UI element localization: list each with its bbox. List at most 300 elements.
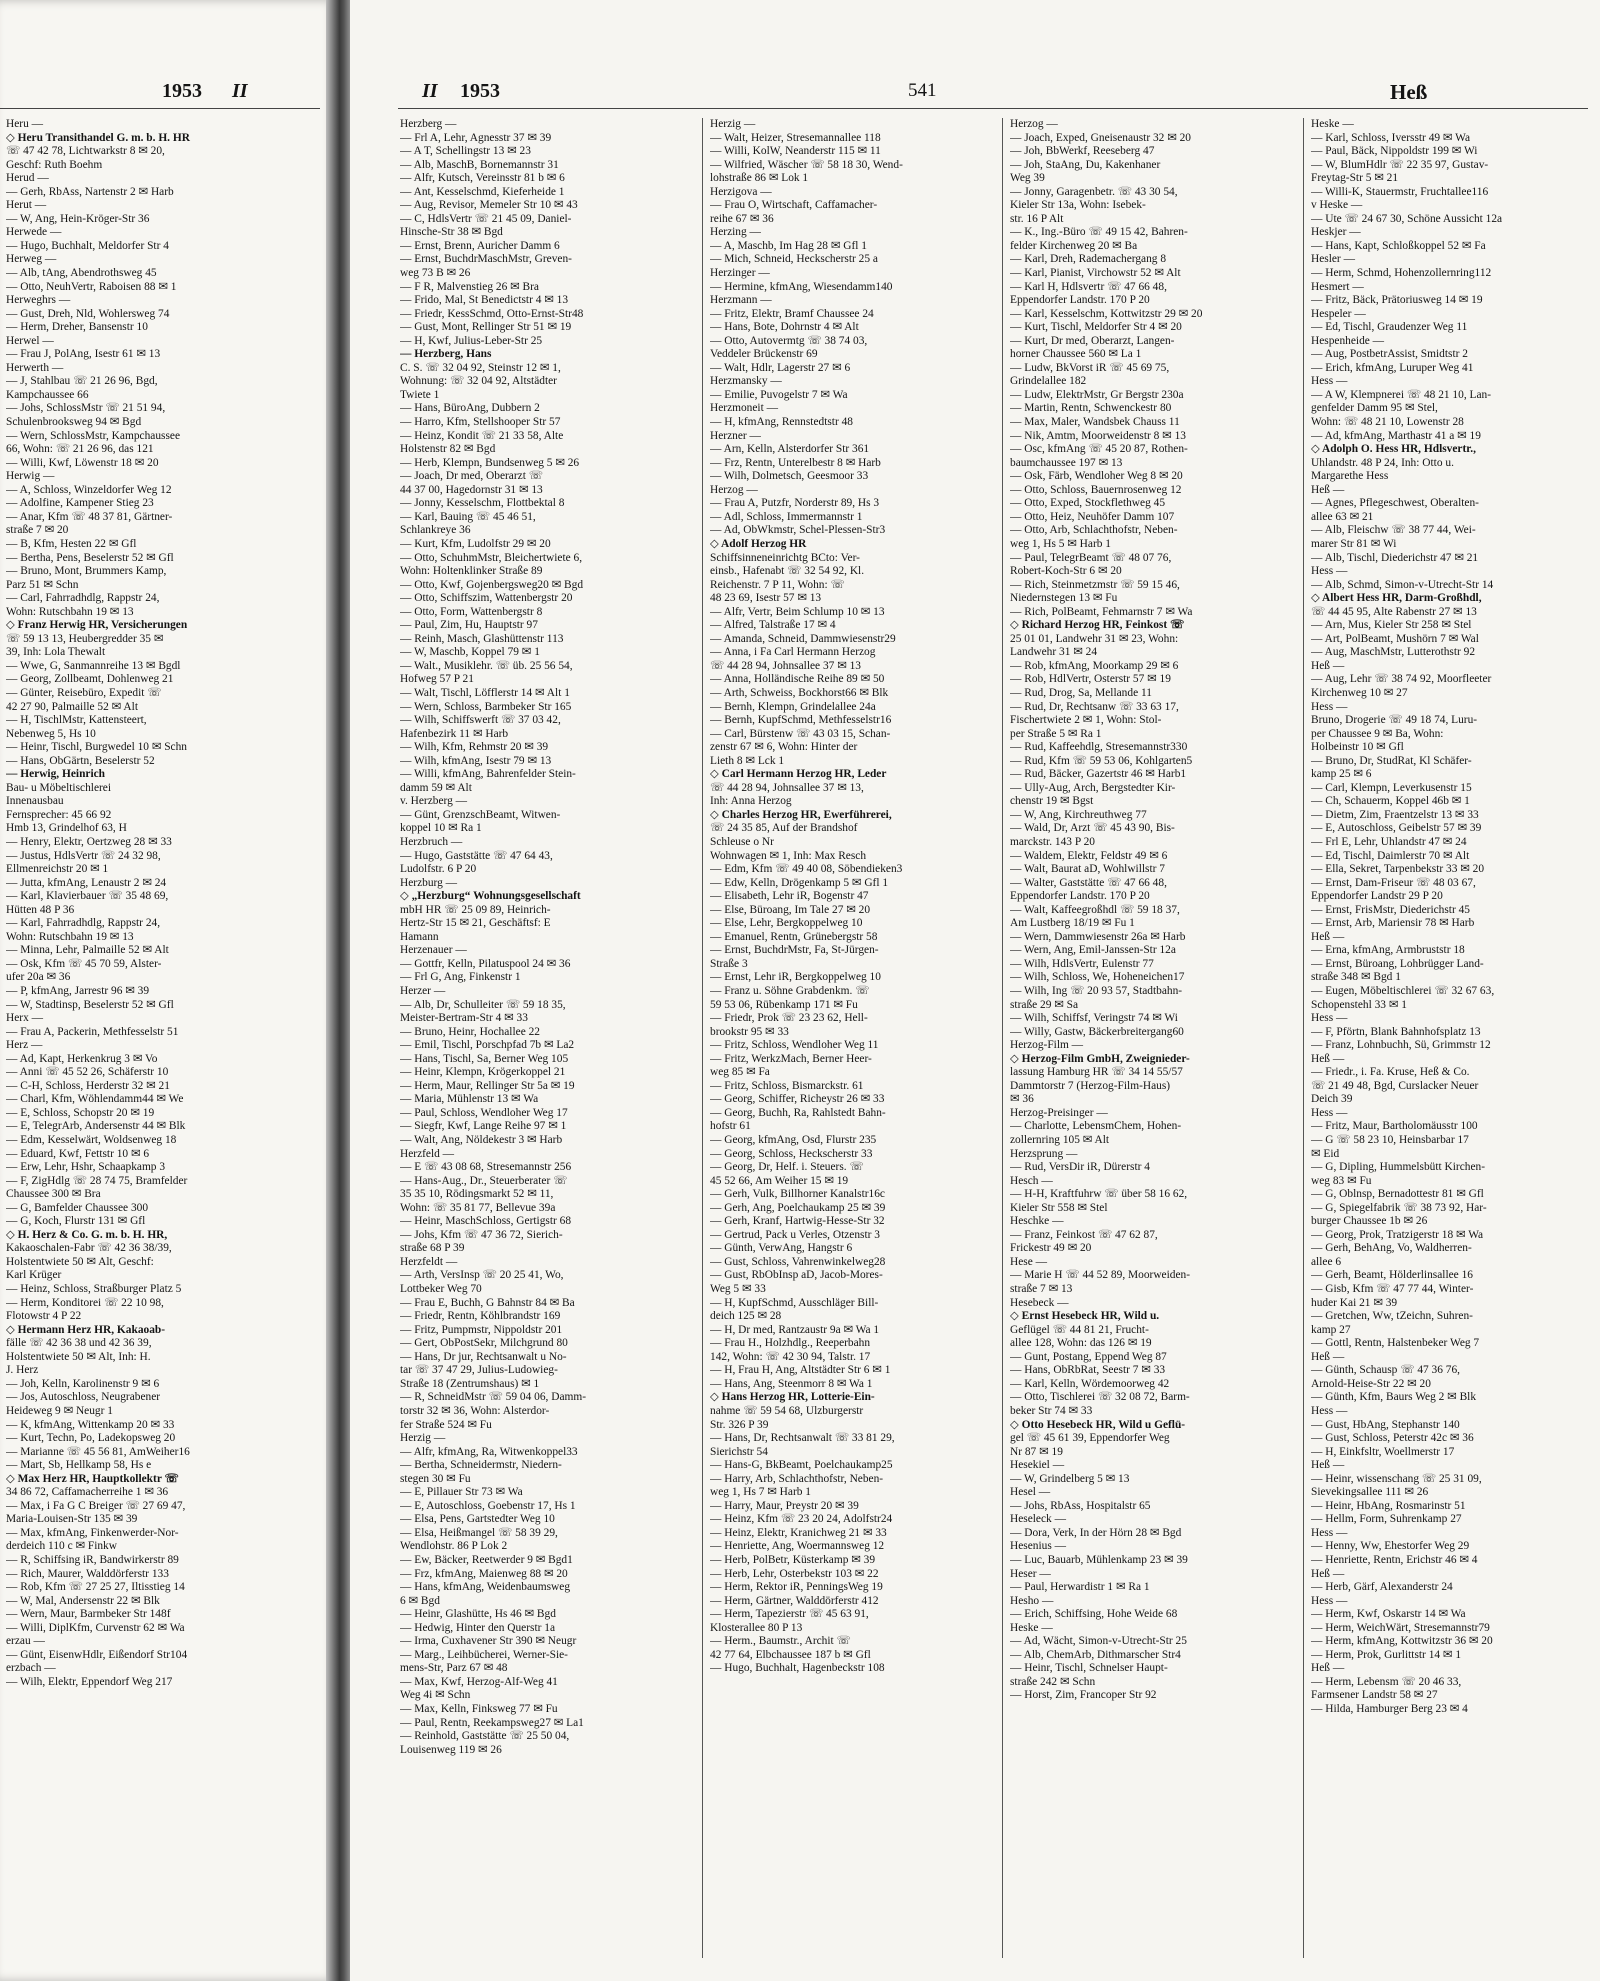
right-column-3 <box>1010 118 1298 1703</box>
directory-line: Wohn: ☏ 48 21 10, Lowenstr 28 <box>1311 416 1464 429</box>
directory-line: — Karl, Kesselschm, Kottwitzstr 29 ✉ 20 <box>1010 307 1203 320</box>
directory-line: Wohnwagen ✉ 1, Inh: Max Resch <box>710 849 867 862</box>
directory-line: — Hans, Bote, Dohrnstr 4 ✉ Alt <box>710 321 859 334</box>
directory-line: — Elsa, Pens, Gartstedter Weg 10 <box>400 1513 555 1526</box>
directory-line: Eppendorfer Landstr. 170 P 20 <box>1010 294 1150 307</box>
directory-line: — Frz, kfmAng, Maienweg 88 ✉ 20 <box>400 1567 568 1580</box>
directory-line: — Günth, Schausp ☏ 47 36 76, <box>1311 1364 1461 1377</box>
directory-line: v Heske — <box>1311 199 1363 212</box>
directory-line: Hesebeck — <box>1010 1296 1069 1309</box>
directory-line: — Emil, Tischl, Porschpfad 7b ✉ La2 <box>400 1039 575 1052</box>
directory-line: Frickestr 49 ✉ 20 <box>1010 1242 1092 1255</box>
directory-line: — Paul, TelegrBeamt ☏ 48 07 76, <box>1010 551 1172 564</box>
directory-line: — Gust, Schloss, Peterstr 42c ✉ 36 <box>1311 1432 1474 1445</box>
directory-line: Maria-Louisen-Str 135 ✉ 39 <box>6 1513 138 1526</box>
directory-line: — Wern, Maur, Barmbeker Str 148f <box>6 1608 171 1621</box>
right-page-year: 1953 <box>460 80 500 102</box>
directory-line: — Gerh, Vulk, Billhorner Kanalstr16c <box>710 1188 885 1201</box>
directory-line: Heseleck — <box>1010 1513 1066 1526</box>
directory-line: Parz 51 ✉ Schn <box>6 578 79 591</box>
directory-line: — Wilfried, Wäscher ☏ 58 18 30, Wend- <box>710 158 903 171</box>
directory-line: — Emanuel, Rentn, Grünebergstr 58 <box>710 930 878 943</box>
directory-line: damm 59 ✉ Alt <box>400 781 472 794</box>
directory-line: — Wilh, kfmAng, Isestr 79 ✉ 13 <box>400 754 552 767</box>
directory-line: Weg 4i ✉ Schn <box>400 1689 471 1702</box>
directory-line: — A, Maschb, Im Hag 28 ✉ Gfl 1 <box>710 239 867 252</box>
directory-line: — Johs, Kfm ☏ 47 36 72, Sierich- <box>400 1228 563 1241</box>
directory-line: 34 86 72, Caffamacherreihe 1 ✉ 36 <box>6 1486 169 1499</box>
directory-line: Hess — <box>1311 1404 1348 1417</box>
directory-line: — Edw, Kelln, Drögenkamp 5 ✉ Gfl 1 <box>710 876 889 889</box>
directory-line: Schulenbrooksweg 94 ✉ Bgd <box>6 416 142 429</box>
directory-line: — Hans, Dr jur, Rechtsanwalt u No- <box>400 1350 567 1363</box>
directory-line: — G, Koch, Flurstr 131 ✉ Gfl <box>6 1215 146 1228</box>
directory-line: — Ant, Kesselschmd, Kieferheide 1 <box>400 185 565 198</box>
directory-line: Flotowstr 4 P 22 <box>6 1310 82 1323</box>
directory-line: Schlankreye 36 <box>400 524 471 537</box>
directory-line: — Erich, Schiffsing, Hohe Weide 68 <box>1010 1608 1178 1621</box>
directory-line: Karl Krüger <box>6 1269 62 1282</box>
directory-line: — Alb, Fleischw ☏ 38 77 44, Wei- <box>1311 524 1476 537</box>
directory-line: — C-H, Schloss, Herderstr 32 ✉ 21 <box>6 1079 170 1092</box>
directory-line: — Ernst, BuchdrMaschMstr, Greven- <box>400 253 572 266</box>
directory-line: — Ad, Wächt, Simon-v-Utrecht-Str 25 <box>1010 1635 1187 1648</box>
directory-line: — Günt, EisenwHdlr, Eißendorf Str104 <box>6 1648 188 1661</box>
directory-line: Holstentwiete 50 ✉ Alt, Geschf: <box>6 1255 154 1268</box>
directory-line: — Ludw, ElektrMstr, Gr Bergstr 230a <box>1010 388 1184 401</box>
directory-line: mbH HR ☏ 25 09 89, Heinrich- <box>400 903 551 916</box>
directory-line: — Herm, Prok, Gurlittstr 14 ✉ 1 <box>1311 1648 1462 1661</box>
directory-line: Herzfeld — <box>400 1147 455 1160</box>
directory-line: — Johs, SchlossMstr ☏ 21 51 94, <box>6 402 166 415</box>
directory-line: ◇ Hans Herzog HR, Lotterie-Ein- <box>710 1391 875 1404</box>
directory-line: allee 128, Wohn: das 126 ✉ 19 <box>1010 1337 1152 1350</box>
directory-line: — Ernst, FrisMstr, Diederichstr 45 <box>1311 903 1470 916</box>
directory-line: Bau- u Möbeltischlerei <box>6 781 112 794</box>
directory-line: — Franz u. Söhne Grabdenkm. ☏ <box>710 985 870 997</box>
directory-line: Louisenweg 119 ✉ 26 <box>400 1743 502 1756</box>
directory-line: — Georg, Prok, Tratzigerstr 18 ✉ Wa <box>1311 1228 1484 1241</box>
directory-line: Herweghrs — <box>6 294 71 307</box>
directory-line: Heske — <box>1010 1621 1053 1634</box>
directory-line: ✉ Eid <box>1311 1147 1340 1160</box>
directory-line: — Fritz, Elektr, Bramf Chaussee 24 <box>710 307 874 320</box>
directory-line: — Frau H., Holzhdlg., Reeperbahn <box>710 1337 871 1350</box>
directory-line: — Harro, Kfm, Stellshooper Str 57 <box>400 416 561 429</box>
directory-line: — Gretchen, Ww, tZeichn, Suhren- <box>1311 1310 1473 1323</box>
directory-line: — Franz, Lohnbuchh, Sü, Grimmstr 12 <box>1311 1039 1491 1052</box>
directory-line: — Johs, RbAss, Hospitalstr 65 <box>1010 1499 1151 1512</box>
directory-line: — Erw, Lehr, Hshr, Schaapkamp 3 <box>6 1161 166 1174</box>
directory-line: Herzer — <box>400 985 446 997</box>
directory-line: Herwig — <box>6 470 55 483</box>
directory-line: — Georg, kfmAng, Osd, Flurstr 235 <box>710 1134 877 1147</box>
directory-line: ☏ 47 42 78, Lichtwarkstr 8 ✉ 20, <box>6 145 165 158</box>
directory-line: ◇ Charles Herzog HR, Ewerführerei, <box>710 808 892 821</box>
directory-line: — Frl A, Lehr, Agnesstr 37 ✉ 39 <box>400 131 552 144</box>
directory-line: Hertz-Str 15 ✉ 21, Geschäftsf: E <box>400 917 551 930</box>
directory-line: horner Chaussee 560 ✉ La 1 <box>1010 348 1142 361</box>
directory-line: ◇ Max Herz HR, Hauptkollektr ☏ <box>6 1472 179 1485</box>
directory-line: Reichenstr. 7 P 11, Wohn: ☏ <box>710 578 845 591</box>
directory-line: — Heinz, Kondit ☏ 21 33 58, Alte <box>400 429 564 442</box>
directory-line: Herut — <box>6 199 47 212</box>
directory-line: Herzmoneit — <box>710 402 779 415</box>
directory-line: mens-Str, Parz 67 ✉ 48 <box>400 1662 508 1675</box>
directory-line: — B, Kfm, Hesten 22 ✉ Gfl <box>6 537 137 550</box>
directory-line: Heser — <box>1010 1567 1051 1580</box>
directory-line: str. 16 P Alt <box>1010 212 1064 225</box>
directory-line: — Wern, Schloss, Barmbeker Str 165 <box>400 700 572 713</box>
directory-line: Heß — <box>1311 930 1345 943</box>
right-page <box>350 0 1600 1981</box>
right-column-4 <box>1311 118 1593 1717</box>
directory-line: — Hilda, Hamburger Berg 23 ✉ 4 <box>1311 1702 1468 1715</box>
directory-line: 48 23 69, Isestr 57 ✉ 13 <box>710 592 822 605</box>
directory-line: — Aug, MaschMstr, Lutterothstr 92 <box>1311 646 1476 659</box>
directory-line: — Paul, Herwardistr 1 ✉ Ra 1 <box>1010 1581 1150 1594</box>
directory-line: brookstr 95 ✉ 33 <box>710 1025 789 1038</box>
directory-line: — Otto, Exped, Stockflethweg 45 <box>1010 497 1166 510</box>
directory-line: Herzfeldt — <box>400 1255 458 1268</box>
directory-line: — K, kfmAng, Wittenkamp 20 ✉ 33 <box>6 1418 175 1431</box>
directory-line: Fernsprecher: 45 66 92 <box>6 808 112 821</box>
directory-line: — Henry, Elektr, Oertzweg 28 ✉ 33 <box>6 835 172 848</box>
directory-line: Eppendorfer Landstr 29 P 20 <box>1311 890 1443 903</box>
directory-line: v. Herzberg — <box>400 795 468 808</box>
directory-line: — Willi, KolW, Neanderstr 115 ✉ 11 <box>710 145 881 158</box>
directory-line: — Wwe, G, Sanmannreihe 13 ✉ Bgdl <box>6 659 181 672</box>
directory-line: — Gust, Mont, Rellinger Str 51 ✉ 19 <box>400 321 572 334</box>
directory-line: — E, Pillauer Str 73 ✉ Wa <box>400 1486 523 1499</box>
directory-line: per Straße 5 ✉ Ra 1 <box>1010 727 1102 740</box>
directory-line: — A T, Schellingstr 13 ✉ 23 <box>400 145 531 158</box>
directory-line: Herzbruch — <box>400 835 463 848</box>
directory-line: — Heinz, Elektr, Kranichweg 21 ✉ 33 <box>710 1526 887 1539</box>
directory-line: — Bruno, Mont, Brummers Kamp, <box>6 565 167 578</box>
directory-line: deich 125 ✉ 28 <box>710 1310 782 1323</box>
directory-line: 66, Wohn: ☏ 21 26 96, das 121 <box>6 443 154 456</box>
directory-line: — E, TelegrArb, Andersenstr 44 ✉ Blk <box>6 1120 186 1133</box>
directory-line: — Ernst, Lehr iR, Bergkoppelweg 10 <box>710 971 881 984</box>
directory-line: — Willy, Gastw, Bäckerbreitergang60 <box>1010 1025 1184 1038</box>
directory-line: — J, Stahlbau ☏ 21 26 96, Bgd, <box>6 375 158 388</box>
directory-line: Herzberg — <box>400 118 457 130</box>
directory-line: straße 242 ✉ Schn <box>1010 1675 1096 1688</box>
directory-line: Heß — <box>1311 483 1345 496</box>
directory-line: Nebenweg 5, Hs 10 <box>6 727 96 740</box>
directory-line: — Irma, Cuxhavener Str 390 ✉ Neugr <box>400 1635 577 1648</box>
directory-line: — Karl, Kelln, Wördemoorweg 42 <box>1010 1377 1170 1390</box>
directory-line: — Alb, Dr, Schulleiter ☏ 59 18 35, <box>400 998 566 1011</box>
directory-line: 35 35 10, Rödingsmarkt 52 ✉ 11, <box>400 1188 554 1201</box>
directory-line: — Friedr., i. Fa. Kruse, Heß & Co. <box>1311 1066 1470 1079</box>
directory-line: — Henriette, Ang, Woermannsweg 12 <box>710 1540 885 1553</box>
directory-line: — Joh, StaAng, Du, Kakenhaner <box>1010 158 1161 171</box>
directory-line: Grindelallee 182 <box>1010 375 1087 388</box>
directory-line: 45 52 66, Am Weiher 15 ✉ 19 <box>710 1174 849 1187</box>
directory-line: — Joach, Exped, Gneisenaustr 32 ✉ 20 <box>1010 131 1191 144</box>
directory-line: — Otto, Form, Wattenbergstr 8 <box>400 605 543 618</box>
directory-line: — Mart, Sb, Hellkamp 58, Hs e <box>6 1459 152 1472</box>
directory-line: — Herzberg, Hans <box>400 348 492 361</box>
directory-line: — Rob, kfmAng, Moorkamp 29 ✉ 6 <box>1010 659 1179 672</box>
directory-line: — Walt, Kaffeegroßhdl ☏ 59 18 37, <box>1010 903 1180 916</box>
directory-line: Schleuse o Nr <box>710 835 774 848</box>
directory-line: Holbeinstr 10 ✉ Gfl <box>1311 741 1404 754</box>
directory-line: Hese — <box>1010 1255 1048 1268</box>
directory-line: allee 63 ✉ 21 <box>1311 510 1374 523</box>
directory-line: — Rud, Kaffeehdlg, Stresemannstr330 <box>1010 741 1188 754</box>
directory-line: — Friedr, Rentn, Köhlbrandstr 169 <box>400 1310 561 1323</box>
directory-line: — Otto, Arb, Schlachthofstr, Neben- <box>1010 524 1178 537</box>
directory-line: — Else, Lehr, Bergkoppelweg 10 <box>710 917 863 930</box>
directory-line: Bruno, Drogerie ☏ 49 18 74, Luru- <box>1311 714 1478 727</box>
directory-line: Heß — <box>1311 1459 1345 1472</box>
directory-line: Niedernstegen 13 ✉ Fu <box>1010 592 1118 605</box>
directory-line: Herz — <box>6 1039 43 1052</box>
directory-line: — Hans, Tischl, Sa, Berner Weg 105 <box>400 1052 569 1065</box>
directory-line: — Ernst, Büroang, Lohbrügger Land- <box>1311 957 1484 970</box>
directory-line: — Gottfr, Kelln, Pilatuspool 24 ✉ 36 <box>400 957 571 970</box>
directory-line: — Alb, ChemArb, Dithmarscher Str4 <box>1010 1648 1181 1661</box>
directory-line: torstr 32 ✉ 36, Wohn: Alsterdor- <box>400 1404 550 1417</box>
directory-line: — Georg, Dr, Helf. i. Steuers. ☏ <box>710 1161 864 1174</box>
directory-line: ☏ 59 13 13, Heubergredder 35 ✉ <box>6 632 164 645</box>
directory-line: Wohn: ☏ 35 81 77, Bellevue 39a <box>400 1201 556 1214</box>
directory-line: ☏ 44 28 94, Johnsallee 37 ✉ 13 <box>710 659 861 672</box>
directory-line: — Carl, Bürstenw ☏ 43 03 15, Schan- <box>710 727 891 740</box>
directory-line: Ludolfstr. 6 P 20 <box>400 863 477 876</box>
directory-line: — Hedwig, Hinter den Querstr 1a <box>400 1621 555 1634</box>
directory-line: — Marie H ☏ 44 52 89, Moorweiden- <box>1010 1269 1191 1282</box>
directory-line: Wohnung: ☏ 32 04 92, Altstädter <box>400 375 557 388</box>
directory-line: — Anar, Kfm ☏ 48 37 81, Gärtner- <box>6 510 173 523</box>
directory-line: Kampchaussee 66 <box>6 388 89 401</box>
directory-line: gel ☏ 45 61 39, Eppendorfer Weg <box>1010 1432 1170 1445</box>
directory-line: Heß — <box>1311 1350 1345 1363</box>
directory-line: baumchaussee 197 ✉ 13 <box>1010 456 1123 469</box>
directory-line: — Otto, NeuhVertr, Raboisen 88 ✉ 1 <box>6 280 177 293</box>
directory-line: — Rich, Maurer, Walddörferstr 133 <box>6 1567 169 1580</box>
directory-line: — Karl H, Hdlsvertr ☏ 47 66 48, <box>1010 280 1167 293</box>
directory-line: — Kurt, Dr med, Oberarzt, Langen- <box>1010 334 1175 347</box>
directory-line: — Ella, Sekret, Tarpenbekstr 33 ✉ 20 <box>1311 863 1485 876</box>
directory-line: — Gerh, BehAng, Vo, Waldherren- <box>1311 1242 1472 1255</box>
directory-line: — Alb, tAng, Abendrothsweg 45 <box>6 267 157 280</box>
directory-line: — Charlotte, LebensmChem, Hohen- <box>1010 1120 1182 1133</box>
directory-line: — Bruno, Dr, StudRat, Kl Schäfer- <box>1311 754 1472 767</box>
directory-line: ufer 20a ✉ 36 <box>6 971 71 984</box>
directory-line: — Frido, Mal, St Benedictstr 4 ✉ 13 <box>400 294 569 307</box>
directory-line: — Frau A, Packerin, Methfesselstr 51 <box>6 1025 179 1038</box>
directory-line: — Herm, WeichWärt, Stresemannstr79 <box>1311 1621 1490 1634</box>
directory-line: per Chaussee 9 ✉ Ba, Wohn: <box>1311 727 1444 740</box>
directory-line: Geflügel ☏ 44 81 21, Frucht- <box>1010 1323 1149 1336</box>
directory-line: — Alb, Schmd, Simon-v-Utrecht-Str 14 <box>1311 578 1494 591</box>
directory-line: — Hugo, Gaststätte ☏ 47 64 43, <box>400 849 553 862</box>
directory-line: Nr 87 ✉ 19 <box>1010 1445 1063 1458</box>
directory-line: — Friedr, KessSchmd, Otto-Ernst-Str48 <box>400 307 584 320</box>
directory-line: — Heinr, wissenschang ☏ 25 31 09, <box>1311 1472 1482 1485</box>
directory-line: — Henny, Ww, Ehestorfer Weg 29 <box>1311 1540 1470 1553</box>
directory-line: — Max, Kelln, Finksweg 77 ✉ Fu <box>400 1702 558 1715</box>
directory-line: — W, Grindelberg 5 ✉ 13 <box>1010 1472 1130 1485</box>
directory-line: — Arth, Schweiss, Bockhorst66 ✉ Blk <box>710 686 889 699</box>
directory-line: — Osc, kfmAng ☏ 45 20 87, Rothen- <box>1010 443 1188 456</box>
directory-line: — Rud, Dr, Rechtsanw ☏ 33 63 17, <box>1010 700 1179 713</box>
directory-line: Innenausbau <box>6 795 64 808</box>
directory-line: Wendlohstr. 86 P Lok 2 <box>400 1540 508 1553</box>
directory-line: — Heinr, MaschSchloss, Gertigstr 68 <box>400 1215 572 1228</box>
directory-line: — G, Oblnsp, Bernadottestr 81 ✉ Gfl <box>1311 1188 1484 1201</box>
directory-line: — Elsa, Heißmangel ☏ 58 39 29, <box>400 1526 558 1539</box>
directory-line: — Rich, Steinmetzmstr ☏ 59 15 46, <box>1010 578 1180 591</box>
directory-line: — Wilh, Schloss, We, Hoheneichen17 <box>1010 971 1185 984</box>
directory-line: — Reinh, Masch, Glashüttenstr 113 <box>400 632 564 645</box>
directory-line: 42 77 64, Elbchaussee 187 b ✉ Gfl <box>710 1648 871 1661</box>
directory-line: — H, Dr med, Rantzaustr 9a ✉ Wa 1 <box>710 1323 880 1336</box>
directory-line: ◇ Richard Herzog HR, Feinkost ☏ <box>1010 619 1185 632</box>
directory-line: — Herm, kfmAng, Kottwitzstr 36 ✉ 20 <box>1311 1635 1493 1648</box>
directory-line: — Willi-K, Stauermstr, Fruchtallee116 <box>1311 185 1489 198</box>
column-divider <box>702 118 703 1958</box>
directory-line: — Agnes, Pflegeschwest, Oberalten- <box>1311 497 1479 510</box>
directory-line: Heß — <box>1311 659 1345 672</box>
directory-line: — Otto, Tischlerei ☏ 32 08 72, Barm- <box>1010 1391 1190 1404</box>
directory-line: — Gust, HbAng, Stephanstr 140 <box>1311 1418 1460 1431</box>
directory-line: — Aug, Lehr ☏ 38 74 92, Moorfleeter <box>1311 673 1492 686</box>
directory-line: felder Kirchenweg 20 ✉ Ba <box>1010 239 1138 252</box>
directory-line: — Arn, Mus, Kieler Str 258 ✉ Stel <box>1311 619 1472 632</box>
right-header-rule <box>398 108 1588 109</box>
directory-line: — Frau J, PolAng, Isestr 61 ✉ 13 <box>6 348 161 361</box>
directory-line: — Bertha, Pens, Beselerstr 52 ✉ Gfl <box>6 551 174 564</box>
directory-line: Holstentwiete 50 ✉ Alt, Inh: H. <box>6 1350 151 1363</box>
directory-line: — Bruno, Heinr, Hochallee 22 <box>400 1025 540 1038</box>
directory-line: — Henriette, Rentn, Erichstr 46 ✉ 4 <box>1311 1553 1478 1566</box>
directory-line: — G, Bamfelder Chaussee 300 <box>6 1201 149 1214</box>
directory-line: — Alb, MaschB, Bornemannstr 31 <box>400 158 559 171</box>
directory-line: weg 1, Hs 7 ✉ Harb 1 <box>710 1486 811 1499</box>
directory-line: — Arth, VersInsp ☏ 20 25 41, Wo, <box>400 1269 564 1282</box>
directory-line: Hess — <box>1311 1594 1348 1607</box>
directory-line: chenstr 19 ✉ Bgst <box>1010 795 1094 808</box>
directory-line: Kirchenweg 10 ✉ 27 <box>1311 686 1408 699</box>
directory-line: Margarethe Hess <box>1311 470 1389 483</box>
directory-line: — Eduard, Kwf, Fettstr 10 ✉ 6 <box>6 1147 150 1160</box>
directory-line: Kakaoschalen-Fabr ☏ 42 36 38/39, <box>6 1242 172 1255</box>
directory-line: — Hans, Kapt, Schloßkoppel 52 ✉ Fa <box>1311 239 1486 252</box>
directory-line: — Osk, Färb, Wendloher Weg 8 ✉ 20 <box>1010 470 1183 483</box>
directory-line: — Jonny, Garagenbetr. ☏ 43 30 54, <box>1010 185 1178 198</box>
right-page-roman: II <box>422 80 438 102</box>
directory-line: — Frau A, Putzfr, Norderstr 89, Hs 3 <box>710 497 880 510</box>
directory-line: Farmsener Landstr 58 ✉ 27 <box>1311 1689 1438 1702</box>
directory-line: straße 29 ✉ Sa <box>1010 998 1079 1011</box>
directory-line: — Harry, Maur, Preystr 20 ✉ 39 <box>710 1499 859 1512</box>
directory-line: Hess — <box>1311 700 1348 713</box>
directory-line: ◇ Ernst Hesebeck HR, Wild u. <box>1010 1310 1160 1323</box>
directory-line: — G, Spiegelfabrik ☏ 38 73 92, Har- <box>1311 1201 1487 1214</box>
directory-line: Herzig — <box>400 1432 446 1445</box>
directory-line: — Frau E, Buchh, G Bahnstr 84 ✉ Ba <box>400 1296 575 1309</box>
directory-line: Heru — <box>6 118 44 130</box>
directory-line: — W, Maschb, Koppel 79 ✉ 1 <box>400 646 540 659</box>
directory-line: Robert-Koch-Str 6 ✉ 20 <box>1010 565 1122 578</box>
directory-line: — Gerh, Ang, Poelchaukamp 25 ✉ 39 <box>710 1201 886 1214</box>
directory-line: Kieler Str 13a, Wohn: Isebek- <box>1010 199 1146 212</box>
directory-line: Straße 18 (Zentrumshaus) ✉ 1 <box>400 1377 540 1390</box>
directory-line: hofstr 61 <box>710 1120 751 1133</box>
directory-line: weg 1, Hs 5 ✉ Harb 1 <box>1010 537 1111 550</box>
directory-line: — Arn, Kelln, Alsterdorfer Str 361 <box>710 443 870 456</box>
directory-line: — E, Autoschloss, Goebenstr 17, Hs 1 <box>400 1499 576 1512</box>
directory-line: — Otto, Heiz, Neuhöfer Damm 107 <box>1010 510 1175 523</box>
directory-line: — Joach, Dr med, Oberarzt ☏ <box>400 470 543 483</box>
directory-line: — Rob, Kfm ☏ 27 25 27, Iltisstieg 14 <box>6 1581 185 1594</box>
directory-line: — Rud, Drog, Sa, Mellande 11 <box>1010 686 1152 699</box>
directory-line: — Ed, Tischl, Daimlerstr 70 ✉ Alt <box>1311 849 1470 862</box>
directory-line: — Dietm, Zim, Fraentzelstr 13 ✉ 33 <box>1311 808 1479 821</box>
directory-line: — H, KupfSchmd, Ausschläger Bill- <box>710 1296 879 1309</box>
directory-line: — Dora, Verk, In der Hörn 28 ✉ Bgd <box>1010 1526 1182 1539</box>
directory-line: — Minna, Lehr, Palmaille 52 ✉ Alt <box>6 944 169 957</box>
directory-line: — Walt, Tischl, Löfflerstr 14 ✉ Alt 1 <box>400 686 570 699</box>
directory-line: lassung Hamburg HR ☏ 34 14 55/57 <box>1010 1066 1183 1079</box>
directory-line: — Horst, Zim, Francoper Str 92 <box>1010 1689 1157 1702</box>
directory-line: — Kurt, Techn, Po, Ladekopsweg 20 <box>6 1432 176 1445</box>
left-header-rule <box>0 108 320 109</box>
directory-line: — F, Pförtn, Blank Bahnhofsplatz 13 <box>1311 1025 1481 1038</box>
directory-line: — Luc, Bauarb, Mühlenkamp 23 ✉ 39 <box>1010 1553 1188 1566</box>
directory-line: Uhlandstr. 48 P 24, Inh: Otto u. <box>1311 456 1454 469</box>
directory-line: — Max, Kwf, Herzog-Alf-Weg 41 <box>400 1675 558 1688</box>
directory-line: erzau — <box>6 1635 45 1648</box>
directory-line: Hinsche-Str 38 ✉ Bgd <box>400 226 503 239</box>
directory-line: — Herm, Maur, Rellinger Str 5a ✉ 19 <box>400 1079 575 1092</box>
directory-line: Herzog-Preisinger — <box>1010 1106 1108 1119</box>
directory-line: — Max, Maler, Wandsbek Chauss 11 <box>1010 416 1180 429</box>
directory-line: Herzog — <box>1010 118 1058 130</box>
directory-line: — Ew, Bäcker, Reetwerder 9 ✉ Bgd1 <box>400 1553 573 1566</box>
directory-line: stegen 30 ✉ Fu <box>400 1472 471 1485</box>
directory-line: — F, ZigHdlg ☏ 28 74 75, Bramfelder <box>6 1174 188 1187</box>
directory-line: Herzing — <box>710 226 761 239</box>
directory-line: Chaussee 300 ✉ Bra <box>6 1188 101 1201</box>
directory-line: — Rud, VersDir iR, Dürerstr 4 <box>1010 1161 1150 1174</box>
directory-line: Hess — <box>1311 1106 1348 1119</box>
directory-line: — Ully-Aug, Arch, Bergstedter Kir- <box>1010 781 1176 794</box>
directory-line: — Georg, Zollbeamt, Dohlenweg 21 <box>6 673 174 686</box>
directory-line: — Wald, Dr, Arzt ☏ 45 43 90, Bis- <box>1010 822 1175 835</box>
directory-line: — Heinr, Tischl, Burgwedel 10 ✉ Schn <box>6 741 188 754</box>
directory-line: — Marianne ☏ 45 56 81, AmWeiher16 <box>6 1445 190 1458</box>
directory-line: Hess — <box>1311 1526 1348 1539</box>
directory-line: — Fritz, Schloss, Wendloher Weg 11 <box>710 1039 879 1052</box>
directory-line: — Hans, ObGärtn, Beselerstr 52 <box>6 754 155 767</box>
directory-line: Herzog-Film — <box>1010 1039 1084 1052</box>
directory-line: — Ernst, Brenn, Auricher Damm 6 <box>400 239 560 252</box>
directory-line: — Osk, Kfm ☏ 45 70 59, Alster- <box>6 957 162 970</box>
directory-line: Sievekingsallee 111 ✉ 26 <box>1311 1486 1429 1499</box>
directory-line: ☏ 21 49 48, Bgd, Curslacker Neuer <box>1311 1079 1479 1092</box>
directory-line: — Charl, Kfm, Wöhlendamm44 ✉ We <box>6 1093 184 1106</box>
directory-line: ◇ „Herzburg“ Wohnungsgesellschaft <box>400 890 581 903</box>
directory-line: — Emilie, Puvogelstr 7 ✉ Wa <box>710 388 848 401</box>
directory-line: Veddeler Brückenstr 69 <box>710 348 818 361</box>
directory-line: Herzog — <box>710 483 758 496</box>
